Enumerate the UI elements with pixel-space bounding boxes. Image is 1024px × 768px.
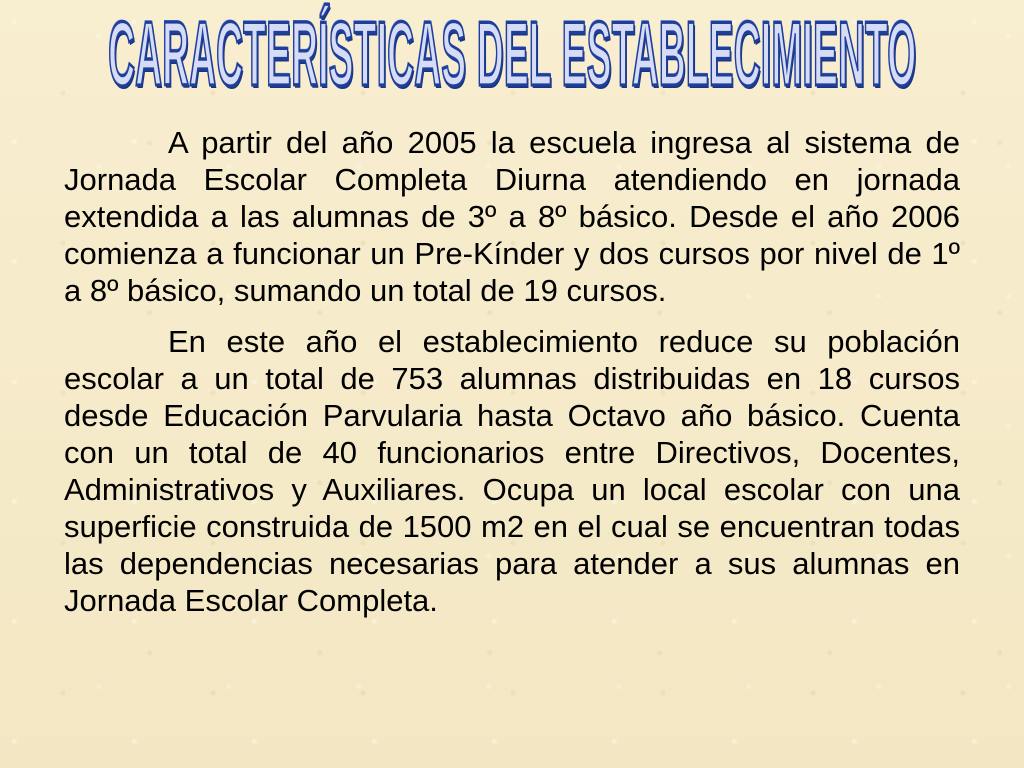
body-copy (64, 124, 960, 619)
paragraph-1: A partir del año 2005 la escuela ingresa al sistema de Jornada Escolar Completa Diurna atendiendo en jornada extendida a las alumnas de 3º a 8º básico. Desde el año 2006 comienza a funcionar un Pre-Kínder y dos cursos por nivel de 1º a 8º básico, sumando un total de 19 cursos. (64, 125, 960, 308)
title-block (24, 2, 1000, 105)
paragraph-2: En este año el establecimiento reduce su población escolar a un total de 753 alumnas distribuidas en 18 cursos desde Educación Parvularia hasta Octavo año básico. Cuenta con un total de 40 funcionarios entre Directivos, Docentes, Administrativos y Auxiliares. Ocupa un local escolar con una superficie construida de 1500 m2 en el cual se encuentran todas las dependencias necesarias para atender a sus alumnas en Jornada Escolar Completa. (64, 324, 960, 618)
slide-title: CARACTERÍSTICAS DEL ESTABLECIMIENTO (107, 2, 917, 105)
